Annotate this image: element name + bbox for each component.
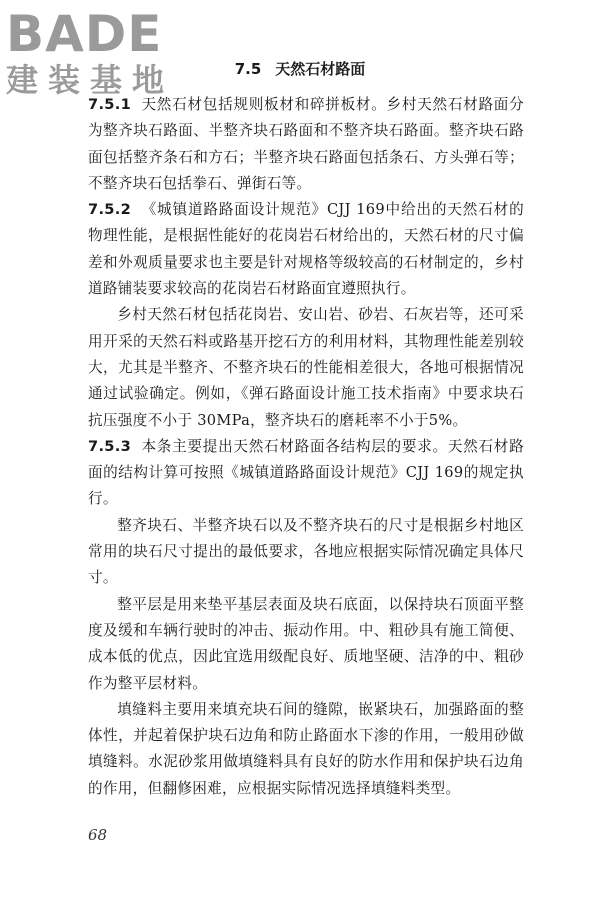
paragraph [88, 434, 524, 513]
paragraph-text: 乡村天然石材包括花岗岩、安山岩、砂岩、石灰岩等，还可采用开采的天然石料或路基开挖石方的利用材料，其物理性能差别较大，尤其是半整齐、不整齐块石的性能相差很大，各地可根据情况通过试验确定。例如，《弹石路面设计施工技术指南》中要求块石抗压强度不小于 30MPa，整齐块石的磨耗率不小于5%。 [88, 306, 524, 429]
clause-number: 7.5.3 [88, 437, 132, 455]
clause-number: 7.5.1 [88, 96, 132, 113]
paragraph [88, 513, 524, 592]
paragraph [88, 197, 524, 302]
paragraph-text: 整平层是用来垫平基层表面及块石底面，以保持块石顶面平整度及缓和车辆行驶时的冲击、振动作用。中、粗砂具有施工简便、成本低的优点，因此宜选用级配良好、质地坚硬、洁净的中、粗砂作为整平层材料。 [88, 595, 524, 692]
paragraph-text: 整齐块石、半整齐块石以及不整齐块石的尺寸是根据乡村地区常用的块石尺寸提出的最低要求，各地应根据实际情况确定具体尺寸。 [88, 516, 524, 587]
paragraph [88, 302, 524, 433]
paragraph [88, 92, 524, 197]
paragraph-text: 本条主要提出天然石材路面各结构层的要求。天然石材路面的结构计算可按照《城镇道路路面设计规范》CJJ 169的规定执行。 [88, 437, 524, 508]
paragraph-text: 《城镇道路路面设计规范》CJJ 169中给出的天然石材的物理性能，是根据性能好的花岗岩石材给出的，天然石材的尺寸偏差和外观质量要求也主要是针对规格等级较高的石材制定的，乡村道路铺装要求较高的花岗岩石材路面宜遵照执行。 [88, 201, 524, 298]
section-title: 天然石材路面 [275, 60, 366, 78]
watermark-subtitle: 建装基地 [6, 61, 175, 99]
section-heading [0, 58, 600, 80]
paragraph-text: 天然石材包括规则板材和碎拼板材。乡村天然石材路面分为整齐块石路面、半整齐块石路面和不整齐块石路面。整齐块石路面包括整齐条石和方石；半整齐块石路面包括条石、方头弹石等；不整齐块石包括拳石、弹街石等。 [88, 96, 524, 192]
document-body [88, 92, 524, 802]
watermark-logo [4, 4, 184, 104]
section-number: 7.5 [234, 60, 262, 78]
paragraph [88, 592, 524, 697]
clause-number: 7.5.2 [88, 201, 132, 219]
watermark-brand: BADE [6, 5, 163, 63]
paragraph-text: 填缝料主要用来填充块石间的缝隙，嵌紧块石，加强路面的整体性，并起着保护块石边角和防止路面水下渗的作用，一般用砂做填缝料。水泥砂浆用做填缝料具有良好的防水作用和保护块石边角的作用，但翻修困难，应根据实际情况选择填缝料类型。 [88, 700, 524, 797]
paragraph [88, 697, 524, 802]
page-number: 68 [88, 826, 108, 844]
